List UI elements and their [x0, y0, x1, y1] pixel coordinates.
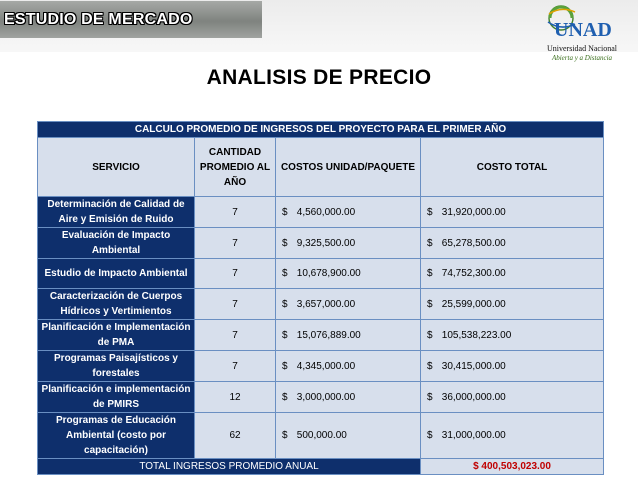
- unad-logo: [528, 4, 636, 66]
- total-cost-value: 74,752,300.00: [441, 268, 506, 279]
- currency-symbol: $: [282, 391, 288, 403]
- unit-cost-value: 3,657,000.00: [296, 298, 356, 310]
- table-caption-row: [38, 122, 604, 138]
- table-row: [38, 382, 604, 413]
- unad-logo-mark: [528, 4, 636, 44]
- unit-cost-cell: [276, 320, 421, 351]
- currency-symbol: $: [427, 298, 433, 310]
- currency-symbol: $: [282, 430, 288, 441]
- unit-cost-cell: [276, 382, 421, 413]
- total-cost-cell: [421, 228, 604, 259]
- quantity-cell: 7: [195, 289, 276, 320]
- quantity-cell: 7: [195, 197, 276, 228]
- unit-cost-value: 500,000.00: [296, 430, 347, 441]
- currency-symbol: $: [427, 329, 433, 341]
- service-name-cell: Estudio de Impacto Ambiental: [38, 259, 195, 289]
- currency-symbol: $: [282, 206, 288, 218]
- table-row: [38, 228, 604, 259]
- service-name-cell: Caracterización de Cuerpos Hídricos y Vertimientos: [38, 289, 195, 320]
- unit-cost-value: 15,076,889.00: [296, 329, 361, 341]
- table-row: [38, 289, 604, 320]
- quantity-cell: 12: [195, 382, 276, 413]
- quantity-cell: 7: [195, 259, 276, 289]
- service-name-cell: Programas de Educación Ambiental (costo por capacitación): [38, 413, 195, 459]
- unit-cost-value: 3,000,000.00: [296, 391, 356, 403]
- total-cost-cell: [421, 259, 604, 289]
- quantity-cell: 62: [195, 413, 276, 459]
- unit-cost-cell: [276, 259, 421, 289]
- table-caption: CALCULO PROMEDIO DE INGRESOS DEL PROYECTO PARA EL PRIMER AÑO: [38, 122, 604, 138]
- service-name-cell: Planificación e Implementación de PMA: [38, 320, 195, 351]
- service-name-cell: Determinación de Calidad de Aire y Emisión de Ruido: [38, 197, 195, 228]
- total-cost-value: 31,920,000.00: [441, 206, 506, 218]
- total-cost-value: 25,599,000.00: [441, 298, 506, 310]
- service-name-cell: Programas Paisajísticos y forestales: [38, 351, 195, 382]
- total-cost-value: 36,000,000.00: [441, 391, 506, 403]
- total-cost-cell: [421, 382, 604, 413]
- currency-symbol: $: [282, 268, 288, 279]
- unit-cost-cell: [276, 289, 421, 320]
- currency-symbol: $: [427, 268, 433, 279]
- currency-symbol: $: [427, 430, 433, 441]
- table-total-row: [38, 459, 604, 475]
- unit-cost-cell: [276, 228, 421, 259]
- total-value: $ 400,503,023.00: [421, 459, 604, 475]
- unit-cost-value: 4,560,000.00: [296, 206, 356, 218]
- total-cost-value: 65,278,500.00: [441, 237, 506, 249]
- currency-symbol: $: [282, 298, 288, 310]
- quantity-cell: 7: [195, 320, 276, 351]
- table-row: [38, 351, 604, 382]
- section-banner-label: ESTUDIO DE MERCADO: [4, 11, 193, 28]
- currency-symbol: $: [427, 206, 433, 218]
- unit-cost-cell: [276, 351, 421, 382]
- total-cost-cell: [421, 320, 604, 351]
- table-header-row: [38, 138, 604, 197]
- slide-title: ANALISIS DE PRECIO: [206, 66, 432, 89]
- service-name-cell: Planificación e implementación de PMIRS: [38, 382, 195, 413]
- currency-symbol: $: [282, 360, 288, 372]
- unit-cost-value: 4,345,000.00: [296, 360, 356, 372]
- column-header-cantidad: CANTIDAD PROMEDIO AL AÑO: [195, 138, 276, 197]
- currency-symbol: $: [427, 360, 433, 372]
- total-cost-cell: [421, 289, 604, 320]
- currency-symbol: $: [427, 391, 433, 403]
- column-header-servicio: SERVICIO: [38, 138, 195, 197]
- logo-university-line: Universidad Nacional: [547, 44, 617, 53]
- column-header-costo-unidad: COSTOS UNIDAD/PAQUETE: [276, 138, 421, 197]
- table-row: [38, 320, 604, 351]
- total-cost-cell: [421, 413, 604, 459]
- total-cost-value: 30,415,000.00: [441, 360, 506, 372]
- unit-cost-cell: [276, 197, 421, 228]
- currency-symbol: $: [282, 329, 288, 341]
- logo-tagline: Abierta y a Distancia: [551, 54, 613, 62]
- unit-cost-value: 9,325,500.00: [296, 237, 356, 249]
- price-analysis-table: [37, 121, 604, 475]
- total-cost-value: 105,538,223.00: [441, 329, 512, 341]
- table-row: [38, 197, 604, 228]
- total-cost-value: 31,000,000.00: [441, 430, 506, 441]
- total-cost-cell: [421, 351, 604, 382]
- unit-cost-cell: [276, 413, 421, 459]
- service-name-cell: Evaluación de Impacto Ambiental: [38, 228, 195, 259]
- quantity-cell: 7: [195, 351, 276, 382]
- section-banner: [0, 1, 262, 38]
- total-cost-cell: [421, 197, 604, 228]
- column-header-costo-total: COSTO TOTAL: [421, 138, 604, 197]
- unit-cost-value: 10,678,900.00: [296, 268, 361, 279]
- table-row: [38, 413, 604, 459]
- unad-wordmark: UNAD: [554, 19, 612, 41]
- currency-symbol: $: [427, 237, 433, 249]
- currency-symbol: $: [282, 237, 288, 249]
- quantity-cell: 7: [195, 228, 276, 259]
- table-row: [38, 259, 604, 289]
- total-label: TOTAL INGRESOS PROMEDIO ANUAL: [38, 459, 421, 475]
